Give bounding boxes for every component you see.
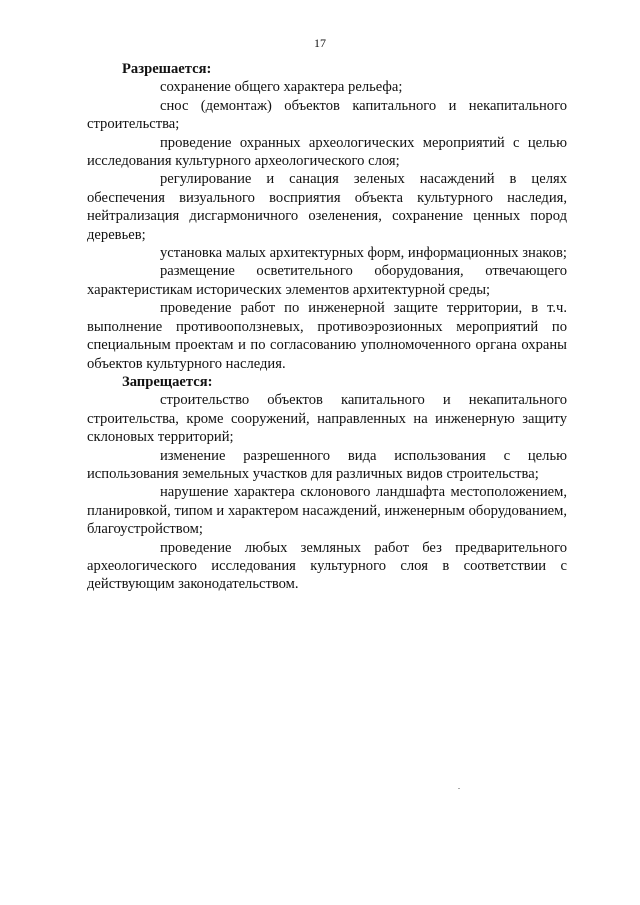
allowed-item-2: снос (демонтаж) объектов капитального и некапитального строительства; bbox=[87, 97, 571, 133]
allowed-heading: Разрешается: bbox=[122, 61, 212, 77]
document-body bbox=[87, 60, 571, 594]
prohibited-item-4: проведение любых земляных работ без предварительного археологического исследования культурного слоя в соответствии с действующим законодательством. bbox=[87, 539, 571, 593]
page-number: 17 bbox=[314, 36, 326, 50]
prohibited-item-1: строительство объектов капитального и некапитального строительства, кроме сооружений, направленных на инженерную защиту склоновых территорий; bbox=[87, 392, 571, 446]
allowed-item-3: проведение охранных археологических мероприятий с целью исследования культурного археологического слоя; bbox=[87, 134, 571, 170]
allowed-item-4: регулирование и санация зеленых насаждений в целях обеспечения визуального восприятия объекта культурного наследия, нейтрализация дисгармоничного озеленения, сохранение ценных пород деревьев; bbox=[87, 171, 571, 243]
allowed-item-6: размещение осветительного оборудования, отвечающего характеристикам исторических элементов архитектурной среды; bbox=[87, 263, 571, 298]
allowed-item-1: сохранение общего характера рельефа; bbox=[160, 79, 403, 96]
allowed-item-7: проведение работ по инженерной защите территории, в т.ч. выполнение противооползневых, противоэрозионных мероприятий по специальным проектам и по согласованию уполномоченного органа охраны объектов культурного наследия. bbox=[87, 300, 571, 372]
scan-speck bbox=[458, 788, 460, 789]
prohibited-heading: Запрещается: bbox=[122, 373, 213, 390]
prohibited-item-3: нарушение характера склонового ландшафта местоположением, планировкой, типом и характером насаждений, инженерным оборудованием, благоустройством; bbox=[87, 484, 571, 538]
prohibited-item-2: изменение разрешенного вида использования с целью использования земельных участков для различных видов строительства; bbox=[87, 447, 571, 482]
allowed-item-5: установка малых архитектурных форм, информационных знаков; bbox=[160, 245, 567, 262]
